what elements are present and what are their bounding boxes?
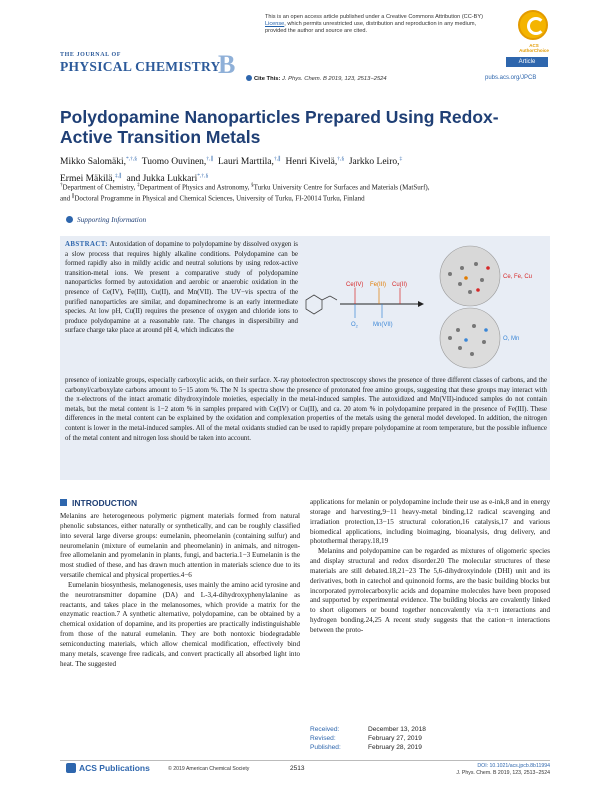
page-number: 2513 — [290, 765, 305, 772]
author[interactable]: Jarkko Leiro, — [348, 157, 400, 168]
abstract-text-bottom: presence of ionizable groups, especially carboxylic acids, on their surface. X-ray photoelectron spectroscopy shows the presence of three different classes of carbons, and the carbonyl/carboxylate carbons amount to 5−15 atom %. The N 1s spectra show the presence of protonated free amino groups, suggesting that these groups may interact with the π-electrons of the intact aromatic dihydroxyindole moieties, especially in the metal-induced samples. The autoxidized and Mn(VII)-induced samples do not contain metals, but the metal content is 1−2 atom % in samples prepared with Ce(IV) or Cu(II), and ca. 20 atom % in polydopamine prepared in the presence of Fe(III). These differences in the metal content can be explained by the oxidation and complexation properties of the metals using the general model developed. In addition, the nitrogen content is lower in the metal-induced samples. All of the metal oxidants studied can be used to rapidly prepare polydopamine at room temperature, but the possible influence of the metal content and nitrogen loss should be taken into account. — [65, 377, 547, 442]
svg-text:O2: $O_2$ — [351, 322, 358, 329]
author[interactable]: and Jukka Lukkari — [126, 174, 198, 185]
o2-label: O — [351, 322, 356, 328]
ce-label: Ce(IV) — [346, 282, 364, 288]
section-marker-icon — [60, 499, 67, 506]
open-access-notice: This is an open access article published under a Creative Commons Attribution (CC-BY) License, which permits unrestricted use, distribution and reproduction in any medium, provided the author and source are cited. — [265, 14, 483, 34]
author[interactable]: Ermei Mäkilä, — [60, 174, 115, 185]
introduction-heading: INTRODUCTION — [60, 498, 137, 508]
article-type-tab: Article — [506, 57, 548, 67]
author[interactable]: Mikko Salomäki, — [60, 157, 126, 168]
badge-label: ACS AuthorChoice — [519, 43, 549, 53]
doi-block: DOI: 10.1021/acs.jpcb.8b11994 J. Phys. Chem. B 2019, 123, 2513−2524 — [440, 763, 550, 776]
footer-divider — [60, 760, 550, 761]
abstract-label: ABSTRACT: — [65, 241, 108, 248]
abstract-text-top: ABSTRACT: Autoxidation of dopamine to polydopamine by dissolved oxygen is a slow process that requires highly alkaline conditions. Polydopamine can be formed rapidly also in mildly acidic and neutral solutions by using redox-active transition-metal ions. We present a comparative study of polydopamine nanoparticles formed by autoxidation and aerobic or anaerobic oxidation in the presence of Ce(IV), Fe(III), Cu(II), and Mn(VII). The UV−vis spectra of the purified nanoparticles are similar, and dopaminechrome is an early intermediate species. At low pH, Cu(II) requires the presence of oxygen and chloride ions to produce polydopamine at a reasonable rate. The changes in dispersibility and surface charge take place at around pH 4, which indicates the — [65, 241, 298, 335]
article-title: Polydopamine Nanoparticles Prepared Using Redox-Active Transition Metals — [60, 107, 499, 147]
journal-url-link[interactable]: pubs.acs.org/JPCB — [485, 75, 537, 81]
mn-label: Mn(VII) — [373, 322, 393, 328]
paragraph: Melanins are heterogeneous polymeric pigment materials formed from natural phenolic substances, either naturally or synthetically, and can be roughly classified into several large diverse groups: eumelanin, pheomelanin (containing sulfur) and neuromelanin (mixture of eumelanin and pheomelanin) in animals, and nitrogen-free allomelanin and pyomelanin in plants, fungi, and bacteria.1−3 Eumelanin is the most studied of these, and has drawn much attention in materials science due to its versatile chemical and physical properties.4−6 — [60, 512, 300, 580]
copyright: © 2019 American Chemical Society — [168, 766, 250, 772]
journal-name: PHYSICAL CHEMISTRY — [60, 59, 221, 74]
journal-name-small: THE JOURNAL OF — [60, 52, 122, 58]
author[interactable]: Lauri Marttila, — [217, 157, 274, 168]
supporting-info-icon — [66, 216, 73, 223]
supporting-information-link[interactable]: Supporting Information — [66, 215, 146, 224]
body-column-left — [60, 512, 300, 670]
toc-graphic — [300, 240, 550, 372]
dopamine-structure-icon — [306, 295, 337, 314]
body-column-right — [310, 498, 550, 636]
publication-dates: Received: December 13, 2018 Revised: February 27, 2019 Published: February 28, 2019 — [310, 726, 426, 751]
paragraph: Melanins and polydopamine can be regarded as mixtures of oligomeric species and display structural and redox disorder.20 The molecular structures of these materials are still debated.18,21−23 The 5,6-dihydroxyindole (DHI) unit and its derivatives, both in catechol and quinonoid forms, are the basic building blocks but incorporated pyrrolecarboxylic acids and dopamine molecules have been proposed and supported by experimental evidence. The building blocks are covalently linked to short oligomers or bound together noncovalently via π−π interactions and hydrogen bonding.24,25 A recent study suggests that the cation−π interactions between the proto- — [310, 547, 550, 634]
fe-label: Fe(III) — [370, 282, 386, 288]
author[interactable]: Henri Kivelä, — [285, 157, 338, 168]
affiliations: †Department of Chemistry, ‡Department of Physics and Astronomy, §Turku University Centre for Surfaces and Materials (MatSurf), and ∥Doctoral Programme in Physical and Chemical Sciences, University of Turku, FI-20014 Turku, Finland — [60, 183, 430, 203]
metals-bottom-label: O, Mn — [503, 336, 520, 342]
cite-icon — [246, 75, 252, 81]
nanoparticle-bottom — [440, 308, 500, 368]
acs-publications-logo[interactable]: ACS Publications — [66, 763, 150, 773]
journal-section-letter: B — [218, 50, 236, 79]
acs-logo-icon — [66, 763, 76, 773]
license-link[interactable]: License — [265, 21, 285, 27]
metals-top-label: Ce, Fe, Cu — [503, 274, 533, 280]
paragraph: Eumelanin biosynthesis, melanogenesis, uses mainly the amino acid tyrosine and the neurotransmitter dopamine (DA) and L-3,4-dihydroxyphenylalanine as reactants, and takes place in the melanosomes, which provide a matrix for the enzymatic reaction.7 A synthetic alternative, polydopamine, can be obtained by a chemical oxidation of dopamine, and its properties are practically indistinguishable from those of the natural eumelanin. They are both nontoxic biodegradable semiconducting materials, which allow chemical modification, effectively bind many metals, scavenge free radicals, and convert practically all absorbed light into heat. The suggested — [60, 580, 300, 668]
acs-authorchoice-badge-icon — [518, 10, 548, 40]
author-list: Mikko Salomäki,*,†,§ Tuomo Ouvinen,†,∥ Lauri Marttila,†,∥ Henri Kivelä,†,§ Jarkko Leiro,‡ Ermei Mäkilä,‡,∥ and Jukka Lukkari*,†,§ — [60, 156, 403, 185]
paragraph: applications for melanin or polydopamine include their use as e-ink,8 and in energy storage and harvesting,9−11 heavy-metal binding,12 radical scavenging and irradiation protection,13−15 structural coloration,16 catalysis,17 and various biomedical applications, including bioimaging, bioanalysis, drug delivery, and photothermal therapy.18,19 — [310, 498, 550, 546]
author[interactable]: Tuomo Ouvinen, — [141, 157, 207, 168]
cite-this[interactable]: Cite This: J. Phys. Chem. B 2019, 123, 2513−2524 — [246, 75, 387, 82]
nanoparticle-top — [440, 246, 500, 306]
doi-link[interactable]: DOI: 10.1021/acs.jpcb.8b11994 — [477, 763, 550, 769]
cu-label: Cu(II) — [392, 282, 407, 288]
